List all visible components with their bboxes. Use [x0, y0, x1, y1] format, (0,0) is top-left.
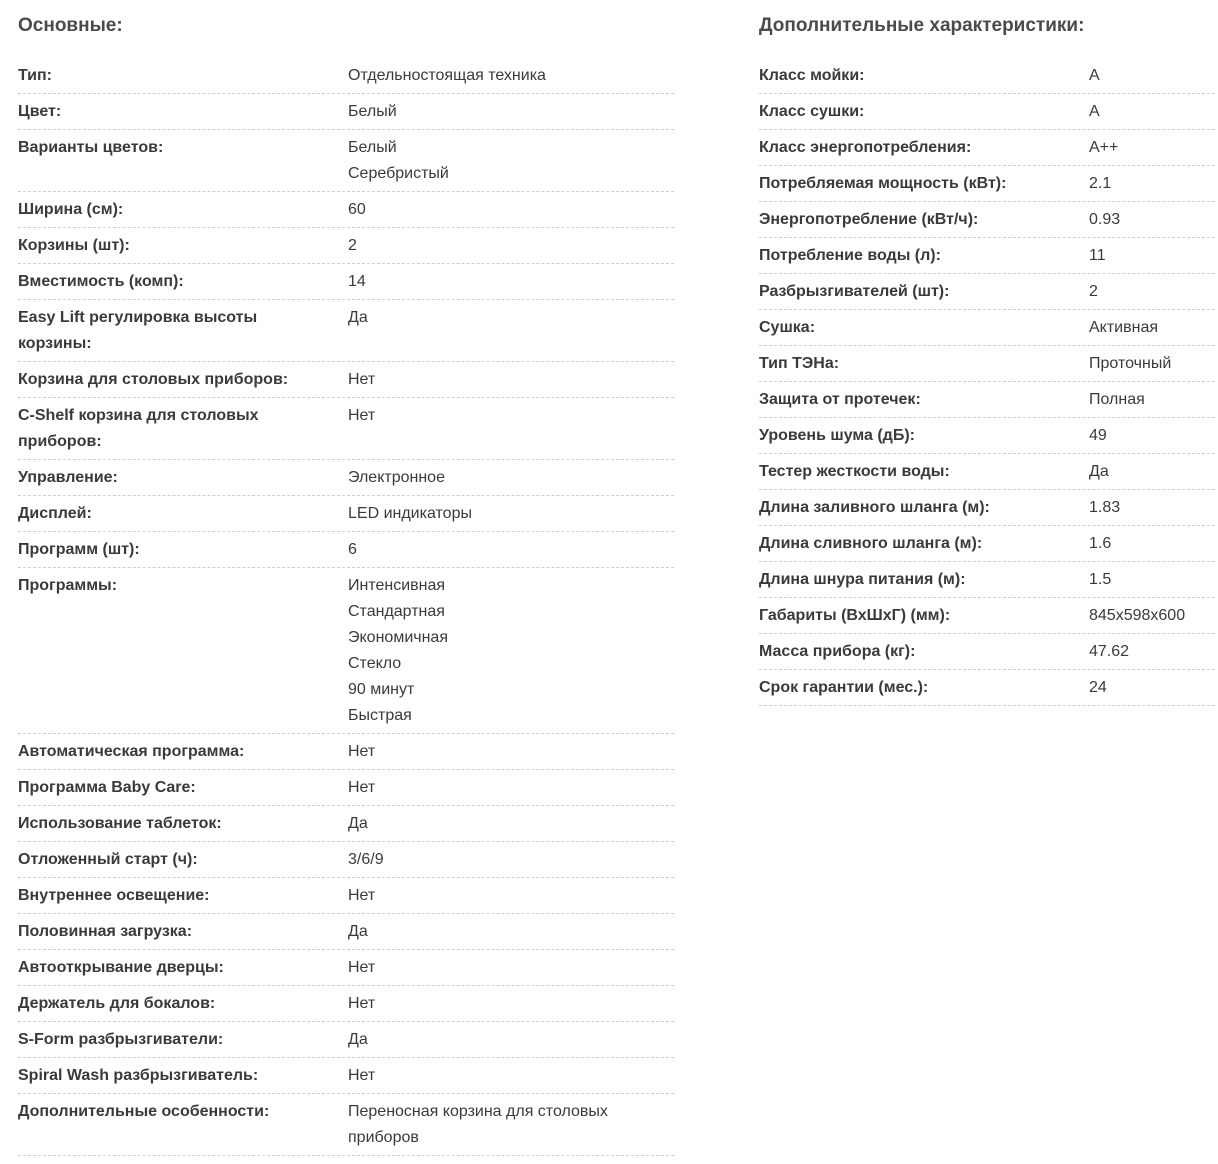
spec-row — [18, 950, 674, 986]
spec-label: Класс энергопотребления: — [759, 139, 972, 156]
spec-row — [759, 166, 1215, 202]
spec-value-line: Полная — [1089, 391, 1145, 408]
spec-value — [348, 955, 674, 981]
spec-value-line: 90 минут — [348, 681, 415, 698]
spec-value-line: Нет — [348, 743, 376, 760]
spec-label: Ширина (см): — [18, 201, 124, 218]
spec-value-line: 1.5 — [1089, 571, 1112, 588]
spec-value-line: Нет — [348, 407, 376, 424]
spec-label: Программ (шт): — [18, 541, 140, 558]
spec-value — [1089, 423, 1215, 449]
spec-value-line: Интенсивная — [348, 577, 446, 594]
spec-value-line: Нет — [348, 1067, 376, 1084]
spec-label: Уровень шума (дБ): — [759, 427, 915, 444]
spec-label: Тестер жесткости воды: — [759, 463, 950, 480]
spec-row — [759, 454, 1215, 490]
spec-value-line: Отдельностоящая техника — [348, 67, 546, 84]
spec-row — [759, 562, 1215, 598]
spec-row — [18, 94, 674, 130]
spec-value — [348, 465, 674, 491]
spec-value-line: 2 — [1089, 283, 1098, 300]
spec-value — [348, 1063, 674, 1089]
spec-label: Длина сливного шланга (м): — [759, 535, 983, 552]
spec-value-line: 2.1 — [1089, 175, 1112, 192]
spec-row — [759, 130, 1215, 166]
spec-value — [1089, 243, 1215, 269]
spec-row — [18, 986, 674, 1022]
extra-specs-title: Дополнительные характеристики: — [759, 15, 1085, 36]
spec-value — [1089, 495, 1215, 521]
spec-label: Тип: — [18, 67, 52, 84]
spec-value-line: Активная — [1089, 319, 1159, 336]
spec-label: Вместимость (комп): — [18, 273, 184, 290]
spec-label: Автооткрывание дверцы: — [18, 959, 224, 976]
spec-value — [1089, 567, 1215, 593]
spec-row — [18, 58, 674, 94]
spec-value-line: Белый — [348, 139, 397, 156]
spec-value — [1089, 675, 1215, 701]
spec-value-line: 49 — [1089, 427, 1107, 444]
spec-value-line: Да — [348, 1031, 368, 1048]
spec-value-line: Нет — [348, 995, 376, 1012]
spec-value-line: Да — [1089, 463, 1109, 480]
spec-row — [18, 1094, 674, 1156]
spec-value — [1089, 387, 1215, 413]
spec-label: Внутреннее освещение: — [18, 887, 210, 904]
spec-value-line: Стандартная — [348, 603, 445, 620]
spec-label: Потребление воды (л): — [759, 247, 941, 264]
spec-value — [348, 847, 674, 873]
spec-row — [18, 460, 674, 496]
spec-label: Масса прибора (кг): — [759, 643, 916, 660]
extra-specs-section — [759, 0, 1215, 706]
spec-value-line: Стекло — [348, 655, 402, 672]
spec-value — [1089, 279, 1215, 305]
spec-label: Корзины (шт): — [18, 237, 130, 254]
spec-value-line: Белый — [348, 103, 397, 120]
spec-value — [348, 63, 674, 89]
spec-value-line: A++ — [1089, 139, 1119, 156]
spec-value — [1089, 351, 1215, 377]
spec-value-line: 60 — [348, 201, 366, 218]
spec-row — [759, 58, 1215, 94]
spec-row — [759, 490, 1215, 526]
spec-row — [759, 670, 1215, 706]
spec-row — [18, 398, 674, 460]
spec-value-line: 0.93 — [1089, 211, 1121, 228]
spec-label: Дополнительные особенности: — [18, 1103, 270, 1120]
spec-row — [759, 382, 1215, 418]
spec-row — [18, 734, 674, 770]
spec-value — [348, 573, 674, 729]
spec-value — [348, 403, 674, 455]
spec-value-line: Да — [348, 815, 368, 832]
spec-label: Spiral Wash разбрызгиватель: — [18, 1067, 259, 1084]
spec-value — [348, 919, 674, 945]
spec-row — [18, 1058, 674, 1094]
spec-value — [1089, 603, 1215, 629]
spec-value — [348, 135, 674, 187]
spec-row — [18, 130, 674, 192]
spec-label: Половинная загрузка: — [18, 923, 193, 940]
spec-label: Класс мойки: — [759, 67, 865, 84]
spec-value-line: 2 — [348, 237, 357, 254]
spec-value-line: 845x598x600 — [1089, 607, 1186, 624]
spec-row — [759, 202, 1215, 238]
spec-value — [348, 501, 674, 527]
spec-value-line: 14 — [348, 273, 366, 290]
spec-value — [348, 991, 674, 1017]
spec-label: Защита от протечек: — [759, 391, 921, 408]
spec-value — [348, 1099, 674, 1151]
spec-value-line: 1.83 — [1089, 499, 1121, 516]
spec-value — [1089, 63, 1215, 89]
spec-label: Габариты (ВхШхГ) (мм): — [759, 607, 951, 624]
spec-row — [759, 310, 1215, 346]
spec-row — [18, 1022, 674, 1058]
spec-value-line: Нет — [348, 959, 376, 976]
spec-label: Автоматическая программа: — [18, 743, 245, 760]
extra-specs-table — [759, 58, 1215, 706]
spec-row — [759, 418, 1215, 454]
spec-label: Корзина для столовых приборов: — [18, 371, 289, 388]
spec-value-line: LED индикаторы — [348, 505, 472, 522]
spec-row — [18, 568, 674, 734]
spec-label: Длина шнура питания (м): — [759, 571, 966, 588]
spec-row — [18, 806, 674, 842]
spec-value-line: 6 — [348, 541, 357, 558]
spec-row — [18, 192, 674, 228]
spec-row — [759, 274, 1215, 310]
spec-value-line: Нет — [348, 887, 376, 904]
spec-value — [348, 99, 674, 125]
main-specs-section — [18, 0, 674, 1156]
spec-row — [759, 94, 1215, 130]
spec-value-line: 3/6/9 — [348, 851, 384, 868]
spec-label: Отложенный старт (ч): — [18, 851, 198, 868]
spec-value — [348, 269, 674, 295]
spec-row — [759, 346, 1215, 382]
spec-label: Программы: — [18, 577, 118, 594]
spec-label: Потребляемая мощность (кВт): — [759, 175, 1007, 192]
spec-label: Цвет: — [18, 103, 62, 120]
spec-value — [348, 537, 674, 563]
spec-value-line: 1.6 — [1089, 535, 1112, 552]
spec-label: Тип ТЭНа: — [759, 355, 840, 372]
spec-row — [759, 238, 1215, 274]
spec-label: S-Form разбрызгиватели: — [18, 1031, 224, 1048]
spec-value-line: Переносная корзина для столовых приборов — [348, 1103, 608, 1146]
spec-value-line: Да — [348, 923, 368, 940]
spec-label: Easy Lift регулировка высоты корзины: — [18, 309, 258, 352]
spec-value — [348, 739, 674, 765]
spec-label: Управление: — [18, 469, 118, 486]
spec-row — [18, 842, 674, 878]
spec-row — [759, 526, 1215, 562]
spec-label: Программа Baby Care: — [18, 779, 196, 796]
spec-value — [348, 1027, 674, 1053]
spec-value-line: Нет — [348, 779, 376, 796]
spec-value — [1089, 171, 1215, 197]
spec-label: Срок гарантии (мес.): — [759, 679, 929, 696]
spec-value — [348, 197, 674, 223]
spec-value-line: 47.62 — [1089, 643, 1130, 660]
spec-value — [348, 305, 674, 357]
spec-row — [18, 300, 674, 362]
spec-value-line: Серебристый — [348, 165, 449, 182]
spec-row — [18, 228, 674, 264]
main-specs-table — [18, 58, 674, 1156]
spec-row — [18, 264, 674, 300]
spec-value-line: A — [1089, 67, 1100, 84]
spec-value — [1089, 315, 1215, 341]
spec-value-line: Да — [348, 309, 368, 326]
spec-label: Варианты цветов: — [18, 139, 164, 156]
spec-row — [759, 634, 1215, 670]
spec-value — [348, 367, 674, 393]
spec-label: Дисплей: — [18, 505, 92, 522]
spec-row — [18, 914, 674, 950]
spec-value-line: 24 — [1089, 679, 1107, 696]
spec-label: Держатель для бокалов: — [18, 995, 216, 1012]
spec-value-line: Быстрая — [348, 707, 412, 724]
spec-row — [759, 598, 1215, 634]
spec-label: Использование таблеток: — [18, 815, 222, 832]
spec-label: Энергопотребление (кВт/ч): — [759, 211, 979, 228]
spec-value-line: 11 — [1089, 247, 1106, 264]
spec-label: Длина заливного шланга (м): — [759, 499, 990, 516]
spec-value-line: Нет — [348, 371, 376, 388]
spec-value-line: Проточный — [1089, 355, 1172, 372]
spec-row — [18, 496, 674, 532]
spec-value — [1089, 99, 1215, 125]
spec-value — [1089, 639, 1215, 665]
spec-value — [1089, 531, 1215, 557]
spec-row — [18, 532, 674, 568]
spec-value — [1089, 135, 1215, 161]
spec-value-line: A — [1089, 103, 1100, 120]
spec-row — [18, 362, 674, 398]
spec-row — [18, 770, 674, 806]
spec-value — [348, 775, 674, 801]
spec-value-line: Электронное — [348, 469, 445, 486]
main-specs-title: Основные: — [18, 15, 123, 36]
spec-row — [18, 878, 674, 914]
spec-label: C-Shelf корзина для столовых приборов: — [18, 407, 259, 450]
spec-label: Разбрызгивателей (шт): — [759, 283, 950, 300]
spec-value — [348, 811, 674, 837]
spec-value — [348, 233, 674, 259]
spec-value — [1089, 459, 1215, 485]
spec-value — [1089, 207, 1215, 233]
spec-label: Сушка: — [759, 319, 816, 336]
spec-value — [348, 883, 674, 909]
spec-value-line: Экономичная — [348, 629, 448, 646]
spec-label: Класс сушки: — [759, 103, 865, 120]
